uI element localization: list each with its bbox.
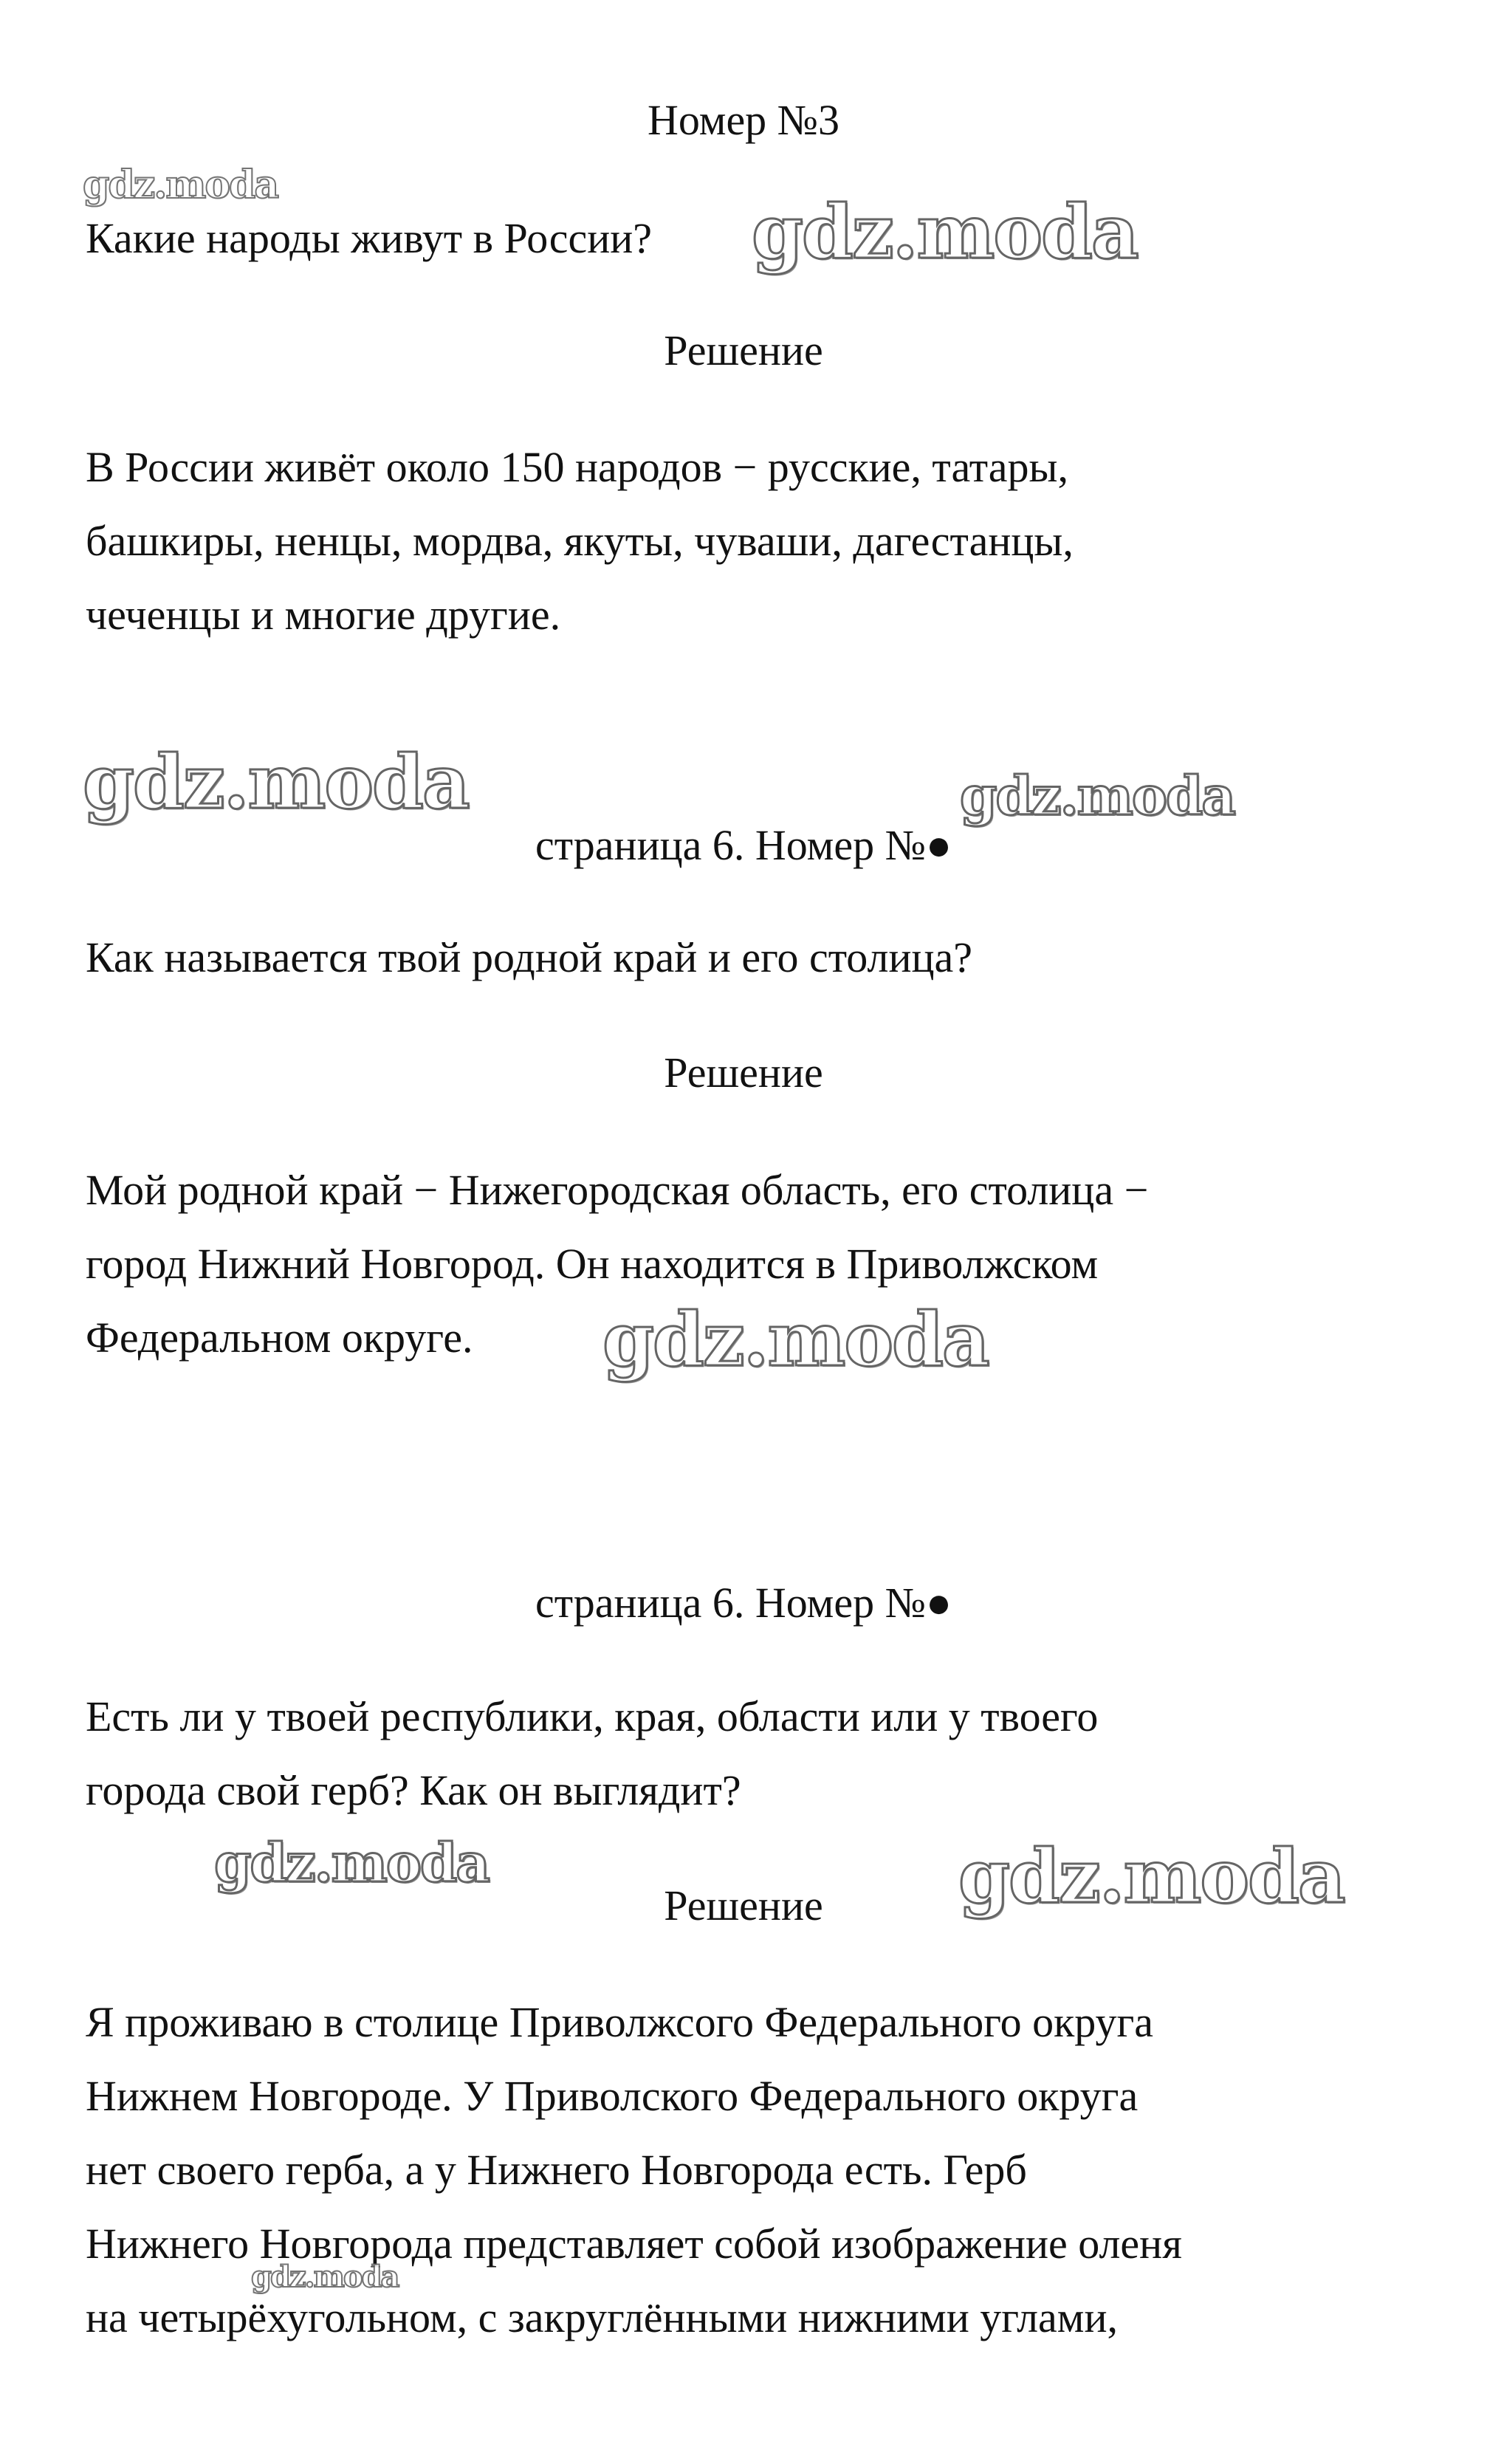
section3-title: страница 6. Номер №● bbox=[535, 1579, 952, 1627]
watermark: gdz.moda bbox=[251, 2259, 399, 2294]
section1-answer-line-2: башкиры, ненцы, мордва, якуты, чуваши, дагестанцы, bbox=[86, 517, 1074, 565]
section1-solution-label: Решение bbox=[664, 326, 823, 374]
section1-answer-line-1: В России живёт около 150 народов − русские, татары, bbox=[86, 443, 1068, 491]
section2-question: Как называется твой родной край и его столица? bbox=[86, 933, 973, 981]
section3-solution-label: Решение bbox=[664, 1881, 823, 1929]
section2-answer-line-1: Мой родной край − Нижегородская область, его столица − bbox=[86, 1166, 1149, 1214]
watermark: gdz.moda bbox=[83, 738, 469, 826]
section3-question-line-2: города свой герб? Как он выглядит? bbox=[86, 1766, 741, 1814]
section1-answer-line-3: чеченцы и многие другие. bbox=[86, 591, 561, 639]
watermark: gdz.moda bbox=[960, 764, 1234, 827]
section2-solution-label: Решение bbox=[664, 1049, 823, 1097]
watermark: gdz.moda bbox=[83, 162, 278, 207]
section2-answer-line-3: Федеральном округе. bbox=[86, 1314, 473, 1362]
watermark: gdz.moda bbox=[602, 1296, 989, 1383]
section3-answer-line-5: на четырёхугольном, с закруглёнными нижними углами, bbox=[86, 2293, 1119, 2341]
section3-answer-line-1: Я проживаю в столице Приволжсого Федерального округа bbox=[86, 1998, 1154, 2046]
section2-answer-line-2: город Нижний Новгород. Он находится в Приволжском bbox=[86, 1240, 1099, 1288]
section1-question: Какие народы живут в России? bbox=[86, 214, 653, 262]
section3-question-line-1: Есть ли у твоей республики, края, области или у твоего bbox=[86, 1692, 1099, 1740]
watermark: gdz.moda bbox=[752, 188, 1138, 275]
section1-title: Номер №3 bbox=[647, 96, 840, 144]
watermark: gdz.moda bbox=[214, 1831, 489, 1894]
watermark: gdz.moda bbox=[958, 1833, 1345, 1920]
section2-title: страница 6. Номер №● bbox=[535, 821, 952, 869]
section3-answer-line-2: Нижнем Новгороде. У Приволского Федерального округа bbox=[86, 2072, 1139, 2120]
section3-answer-line-4: Нижнего Новгорода представляет собой изображение оленя bbox=[86, 2220, 1182, 2268]
section3-answer-line-3: нет своего герба, а у Нижнего Новгорода есть. Герб bbox=[86, 2146, 1027, 2194]
